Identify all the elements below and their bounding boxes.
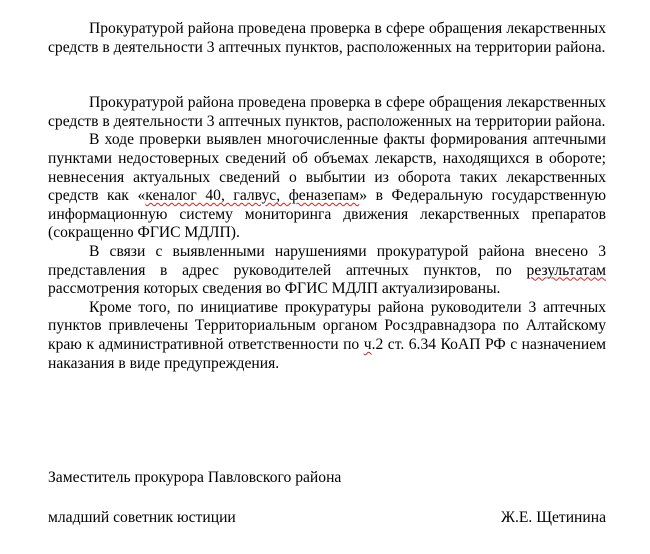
paragraph-5 [48,299,606,373]
drug-names-spellcheck: кеналог 40, галвус, феназепам [145,187,360,205]
paragraph-5-text-start: Кроме того, по инициативе прокуратуры района руководители 3 аптечных пунктов привлечены Территориальным органом Росздравнадзора по Алтайскому краю к административной ответственности по [48,298,606,353]
signature-block [48,509,606,528]
signature-name: Ж.Е. Щетинина [501,509,606,526]
paragraph-3-text-start: В ходе проверки выявлен многочисленные факты формирования аптечными пунктами недостоверных сведений об объемах лекарств, находящихся в обороте; невнесения актуальных сведений о выбытии из оборота таких лекарственных средств как « [48,131,606,205]
document-body [48,20,606,373]
paragraph-3 [48,131,606,243]
signature-position-text: Заместитель прокурора Павловского района [48,469,342,486]
paragraph-1: Прокуратурой района проведена проверка в сфере обращения лекарственных средств в деятельности 3 аптечных пунктов, расположенных на территории района. [48,20,606,56]
signature-position [48,469,606,488]
letter-spellcheck: ч [363,335,372,353]
paragraph-gap [48,57,606,94]
paragraph-2: Прокуратурой района проведена проверка в сфере обращения лекарственных средств в деятельности 3 аптечных пунктов, расположенных на территории района. [48,94,606,130]
paragraph-4-text-end: рассмотрения которых сведения во ФГИС МДЛП актуализированы. [48,280,501,298]
signature-rank: младший советник юстиции [48,509,236,526]
paragraph-5-text-end: .2 ст. 6.34 КоАП РФ с назначением наказания в виде предупреждения. [48,335,606,372]
paragraph-3-text-end: » в Федеральную государственную информационную систему мониторинга движения лекарственных препаратов (сокращенно ФГИС МДЛП). [48,187,606,242]
paragraph-4-text-start: В связи с выявленными нарушениями прокуратурой района внесено 3 представления в адрес руководителей аптечных пунктов, по [48,242,606,279]
paragraph-4 [48,243,606,299]
word-spellcheck: результатам [526,261,606,279]
